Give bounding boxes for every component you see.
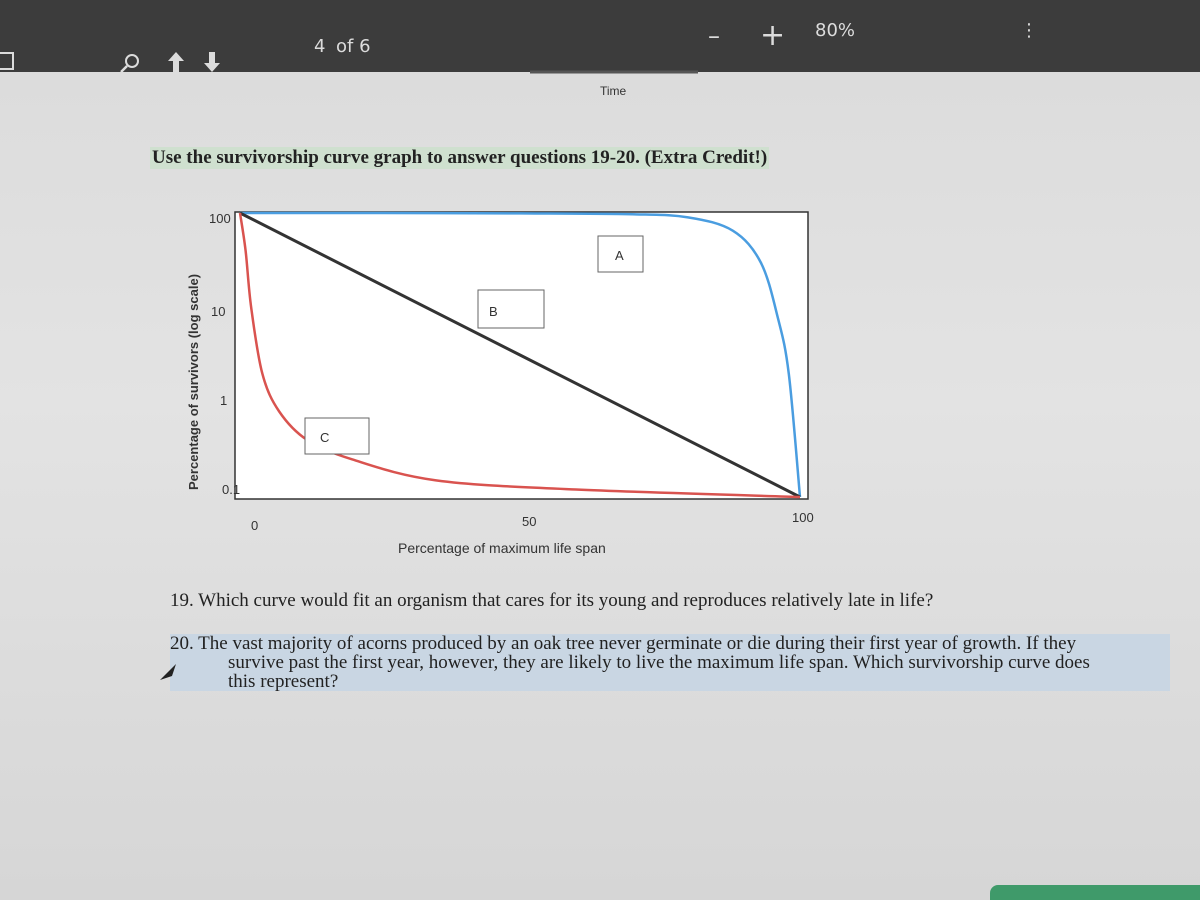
question-20-line-3: this represent? <box>228 671 339 692</box>
y-axis-label: Percentage of survivors (log scale) <box>186 273 201 490</box>
y-tick-10: 10 <box>211 304 226 319</box>
question-19: 19. Which curve would fit an organism that cares for its young and reproduces relatively late in life? <box>170 590 934 611</box>
label-box-c <box>305 418 369 454</box>
x-tick-0: 0 <box>251 518 259 533</box>
y-tick-100: 100 <box>209 211 231 226</box>
more-options-icon[interactable]: ⋮ <box>1020 20 1038 41</box>
y-tick-0-1: 0.1 <box>222 482 241 497</box>
zoom-in-button[interactable]: + <box>760 18 786 53</box>
cursor-pointer-icon <box>158 662 178 682</box>
curve-label-b: B <box>489 304 498 319</box>
question-20-line-1: 20. The vast majority of acorns produced by an oak tree never germinate or die during their first year of growth. If they <box>170 633 1077 654</box>
curve-label-a: A <box>615 248 624 263</box>
partial-axis-label: Time <box>600 84 627 98</box>
zoom-out-button[interactable]: – <box>708 22 720 50</box>
y-tick-1: 1 <box>220 393 228 408</box>
x-tick-50: 50 <box>522 514 537 529</box>
x-axis-label: Percentage of maximum life span <box>398 540 606 556</box>
instruction-text: Use the survivorship curve graph to answer questions 19-20. (Extra Credit!) <box>152 147 768 168</box>
curve-label-c: C <box>320 430 330 445</box>
x-tick-100: 100 <box>792 510 814 525</box>
label-box-b <box>478 290 544 328</box>
question-20 <box>170 634 1170 691</box>
zoom-level[interactable]: 80% <box>815 20 856 41</box>
page-number-input[interactable]: 4 <box>314 36 326 57</box>
question-20-line-2: survive past the first year, however, they are likely to live the maximum life span. Which survivorship curve does <box>228 652 1090 673</box>
page-count: of 6 <box>336 36 371 57</box>
